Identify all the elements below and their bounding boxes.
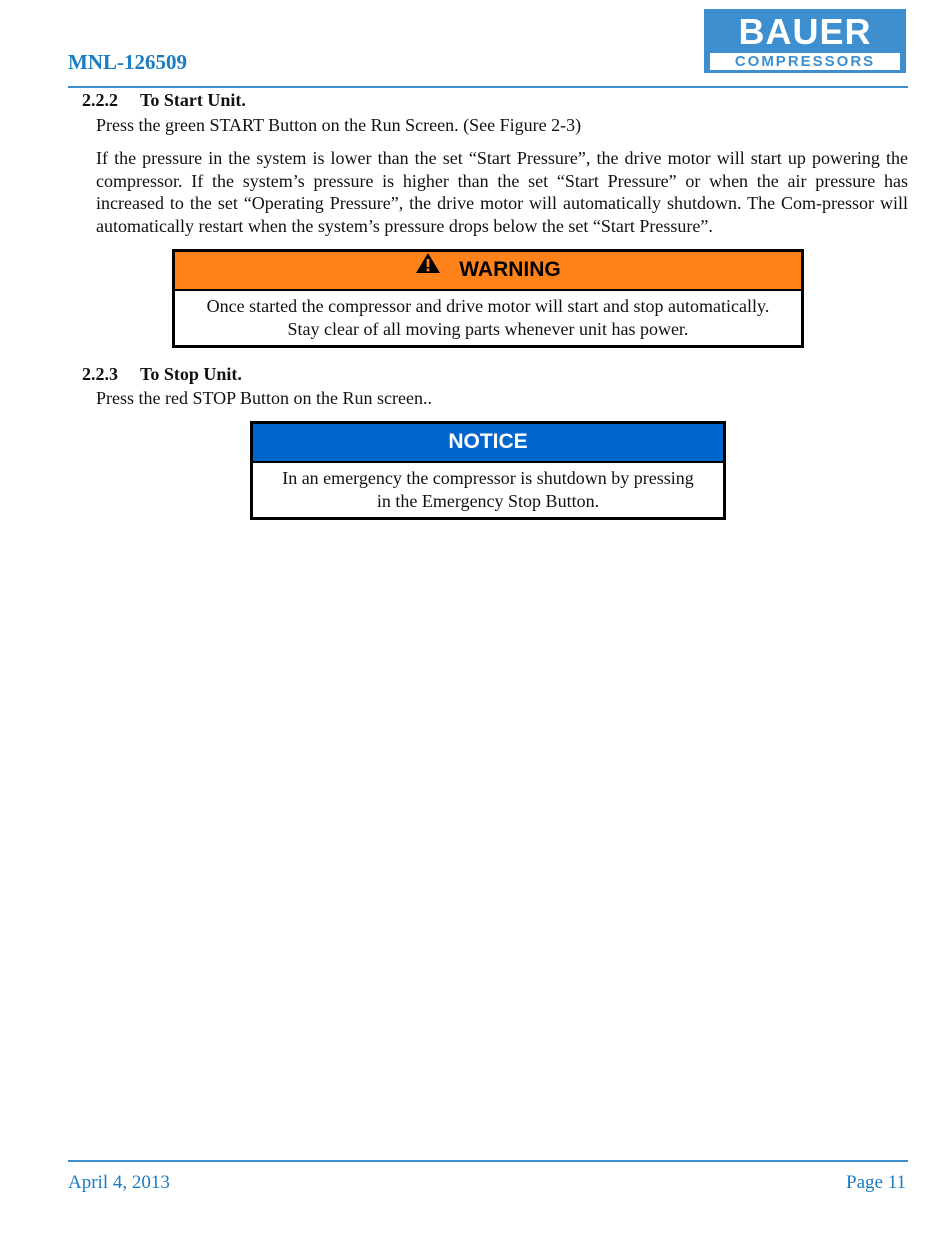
warning-line: Stay clear of all moving parts whenever unit has power. [287,319,689,339]
notice-box [250,421,726,520]
warning-box [172,249,804,348]
section-heading-start-unit [82,90,246,111]
footer-rule [68,1160,908,1162]
paragraph: Press the red STOP Button on the Run screen.. [96,388,432,408]
logo-subtitle: COMPRESSORS [710,53,900,70]
footer-page-number: Page 11 [846,1172,906,1193]
doc-id: MNL-126509 [68,50,187,74]
header-rule [68,86,908,88]
footer-date: April 4, 2013 [68,1172,170,1193]
warning-line: Once started the compressor and drive motor will start and stop automatically. [206,296,770,316]
warning-triangle-icon [415,250,441,286]
logo-wordmark: BAUER [738,11,872,52]
paragraph: Press the green START Button on the Run Screen. (See Figure 2-3) [96,115,582,135]
warning-body [175,291,801,341]
paragraph: If the pressure in the system is lower than the set “Start Pressure”, the drive motor will start up powering the compressor. If the system’s pressure is higher than the set “Start Pressure” or when the air pressure has increased to the set “Operating Pressure”, the drive motor will automatically shutdown. The Com-pressor will automatically restart when the system’s pressure drops below the set “Start Pressure”. [96,148,908,236]
section-title: To Start Unit. [140,90,246,110]
section-number: 2.2.3 [82,364,118,384]
bauer-logo [704,9,906,73]
section-title: To Stop Unit. [140,364,242,384]
section-heading-stop-unit [82,364,242,385]
section-number: 2.2.2 [82,90,118,110]
notice-header: NOTICE [253,424,723,463]
warning-title: WARNING [459,258,561,281]
warning-header [175,252,801,291]
notice-line: in the Emergency Stop Button. [376,491,600,511]
notice-line: In an emergency the compressor is shutdown by pressing [282,468,694,488]
notice-body [253,463,723,513]
